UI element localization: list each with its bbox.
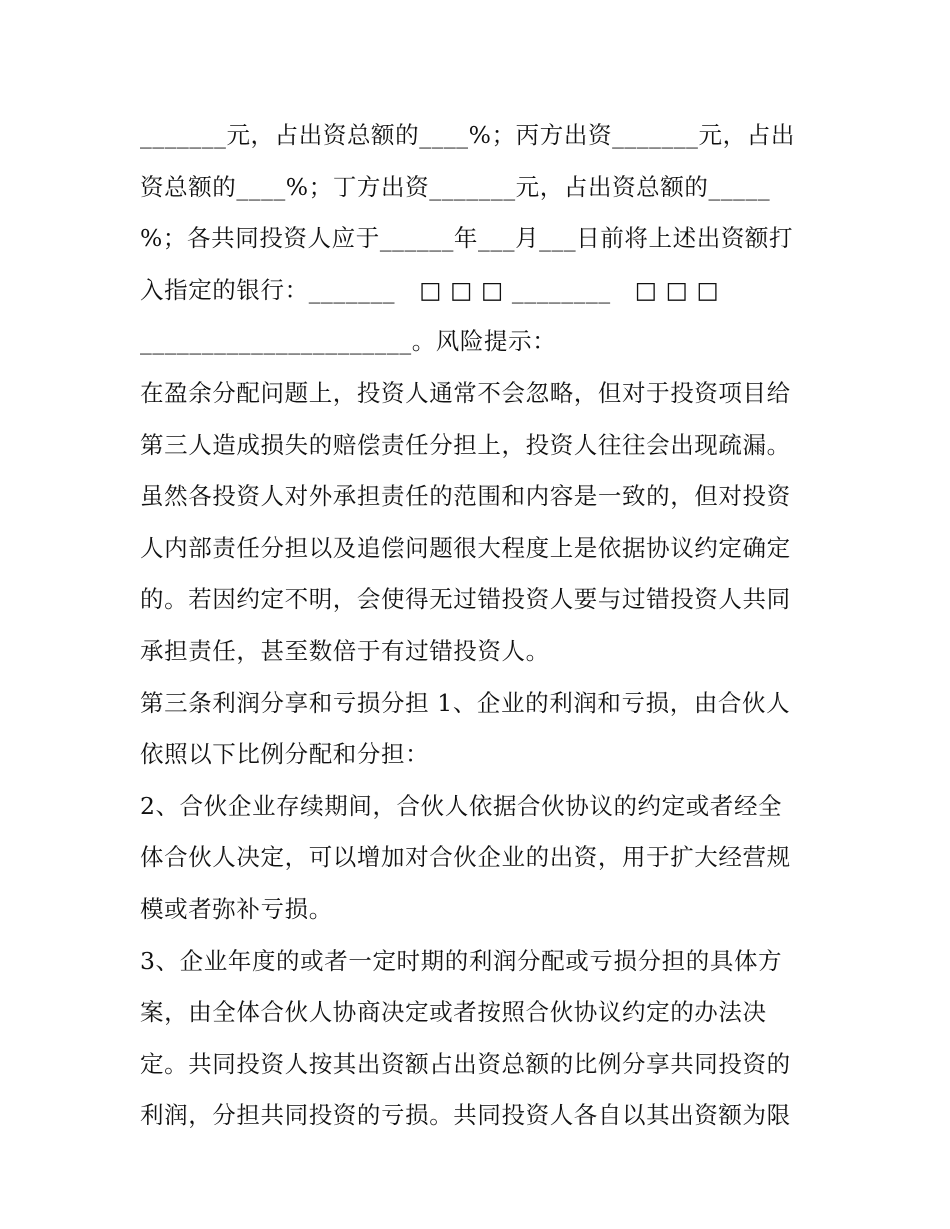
text-line: 入指定的银行：_______ □ □ □ ________ □ □ □ — [140, 275, 720, 304]
text-line: 承担责任，甚至数倍于有过错投资人。 — [140, 636, 550, 665]
text-line: 的。若因约定不明，会使得无过错投资人要与过错投资人共同 — [140, 585, 791, 614]
text-line: 第三条利润分享和亏损分担 1、企业的利润和亏损，由合伙人 — [140, 688, 791, 717]
text-line: 人内部责任分担以及追偿问题很大程度上是依据协议约定确定 — [140, 533, 791, 562]
text-line: 2、合伙企业存续期间，合伙人依据合伙协议的约定或者经全 — [140, 791, 783, 820]
text-line: 定。共同投资人按其出资额占出资总额的比例分享共同投资的 — [140, 1049, 791, 1078]
text-line: 第三人造成损失的赔偿责任分担上，投资人往往会出现疏漏。 — [140, 430, 791, 459]
text-line: 利润，分担共同投资的亏损。共同投资人各自以其出资额为限 — [140, 1101, 791, 1130]
text-line: 体合伙人决定，可以增加对合伙企业的出资，用于扩大经营规 — [140, 843, 791, 872]
text-line: 3、企业年度的或者一定时期的利润分配或亏损分担的具体方 — [140, 946, 783, 975]
text-line: 虽然各投资人对外承担责任的范围和内容是一致的，但对投资 — [140, 482, 791, 511]
text-line: 资总额的____%；丁方出资_______元，占出资总额的_____ — [140, 172, 771, 201]
text-line: 模或者弥补亏损。 — [140, 894, 333, 923]
text-line: %；各共同投资人应于______年___月___日前将上述出资额打 — [140, 224, 794, 253]
document-body — [140, 110, 812, 1142]
text-line: 案，由全体合伙人协商决定或者按照合伙协议约定的办法决 — [140, 998, 767, 1027]
text-line: 在盈余分配问题上，投资人通常不会忽略，但对于投资项目给 — [140, 378, 791, 407]
text-line: _______元，占出资总额的____%；丙方出资_______元，占出 — [140, 121, 795, 149]
text-line: 依照以下比例分配和分担： — [140, 740, 430, 769]
text-line: ______________________。风险提示： — [140, 327, 557, 356]
